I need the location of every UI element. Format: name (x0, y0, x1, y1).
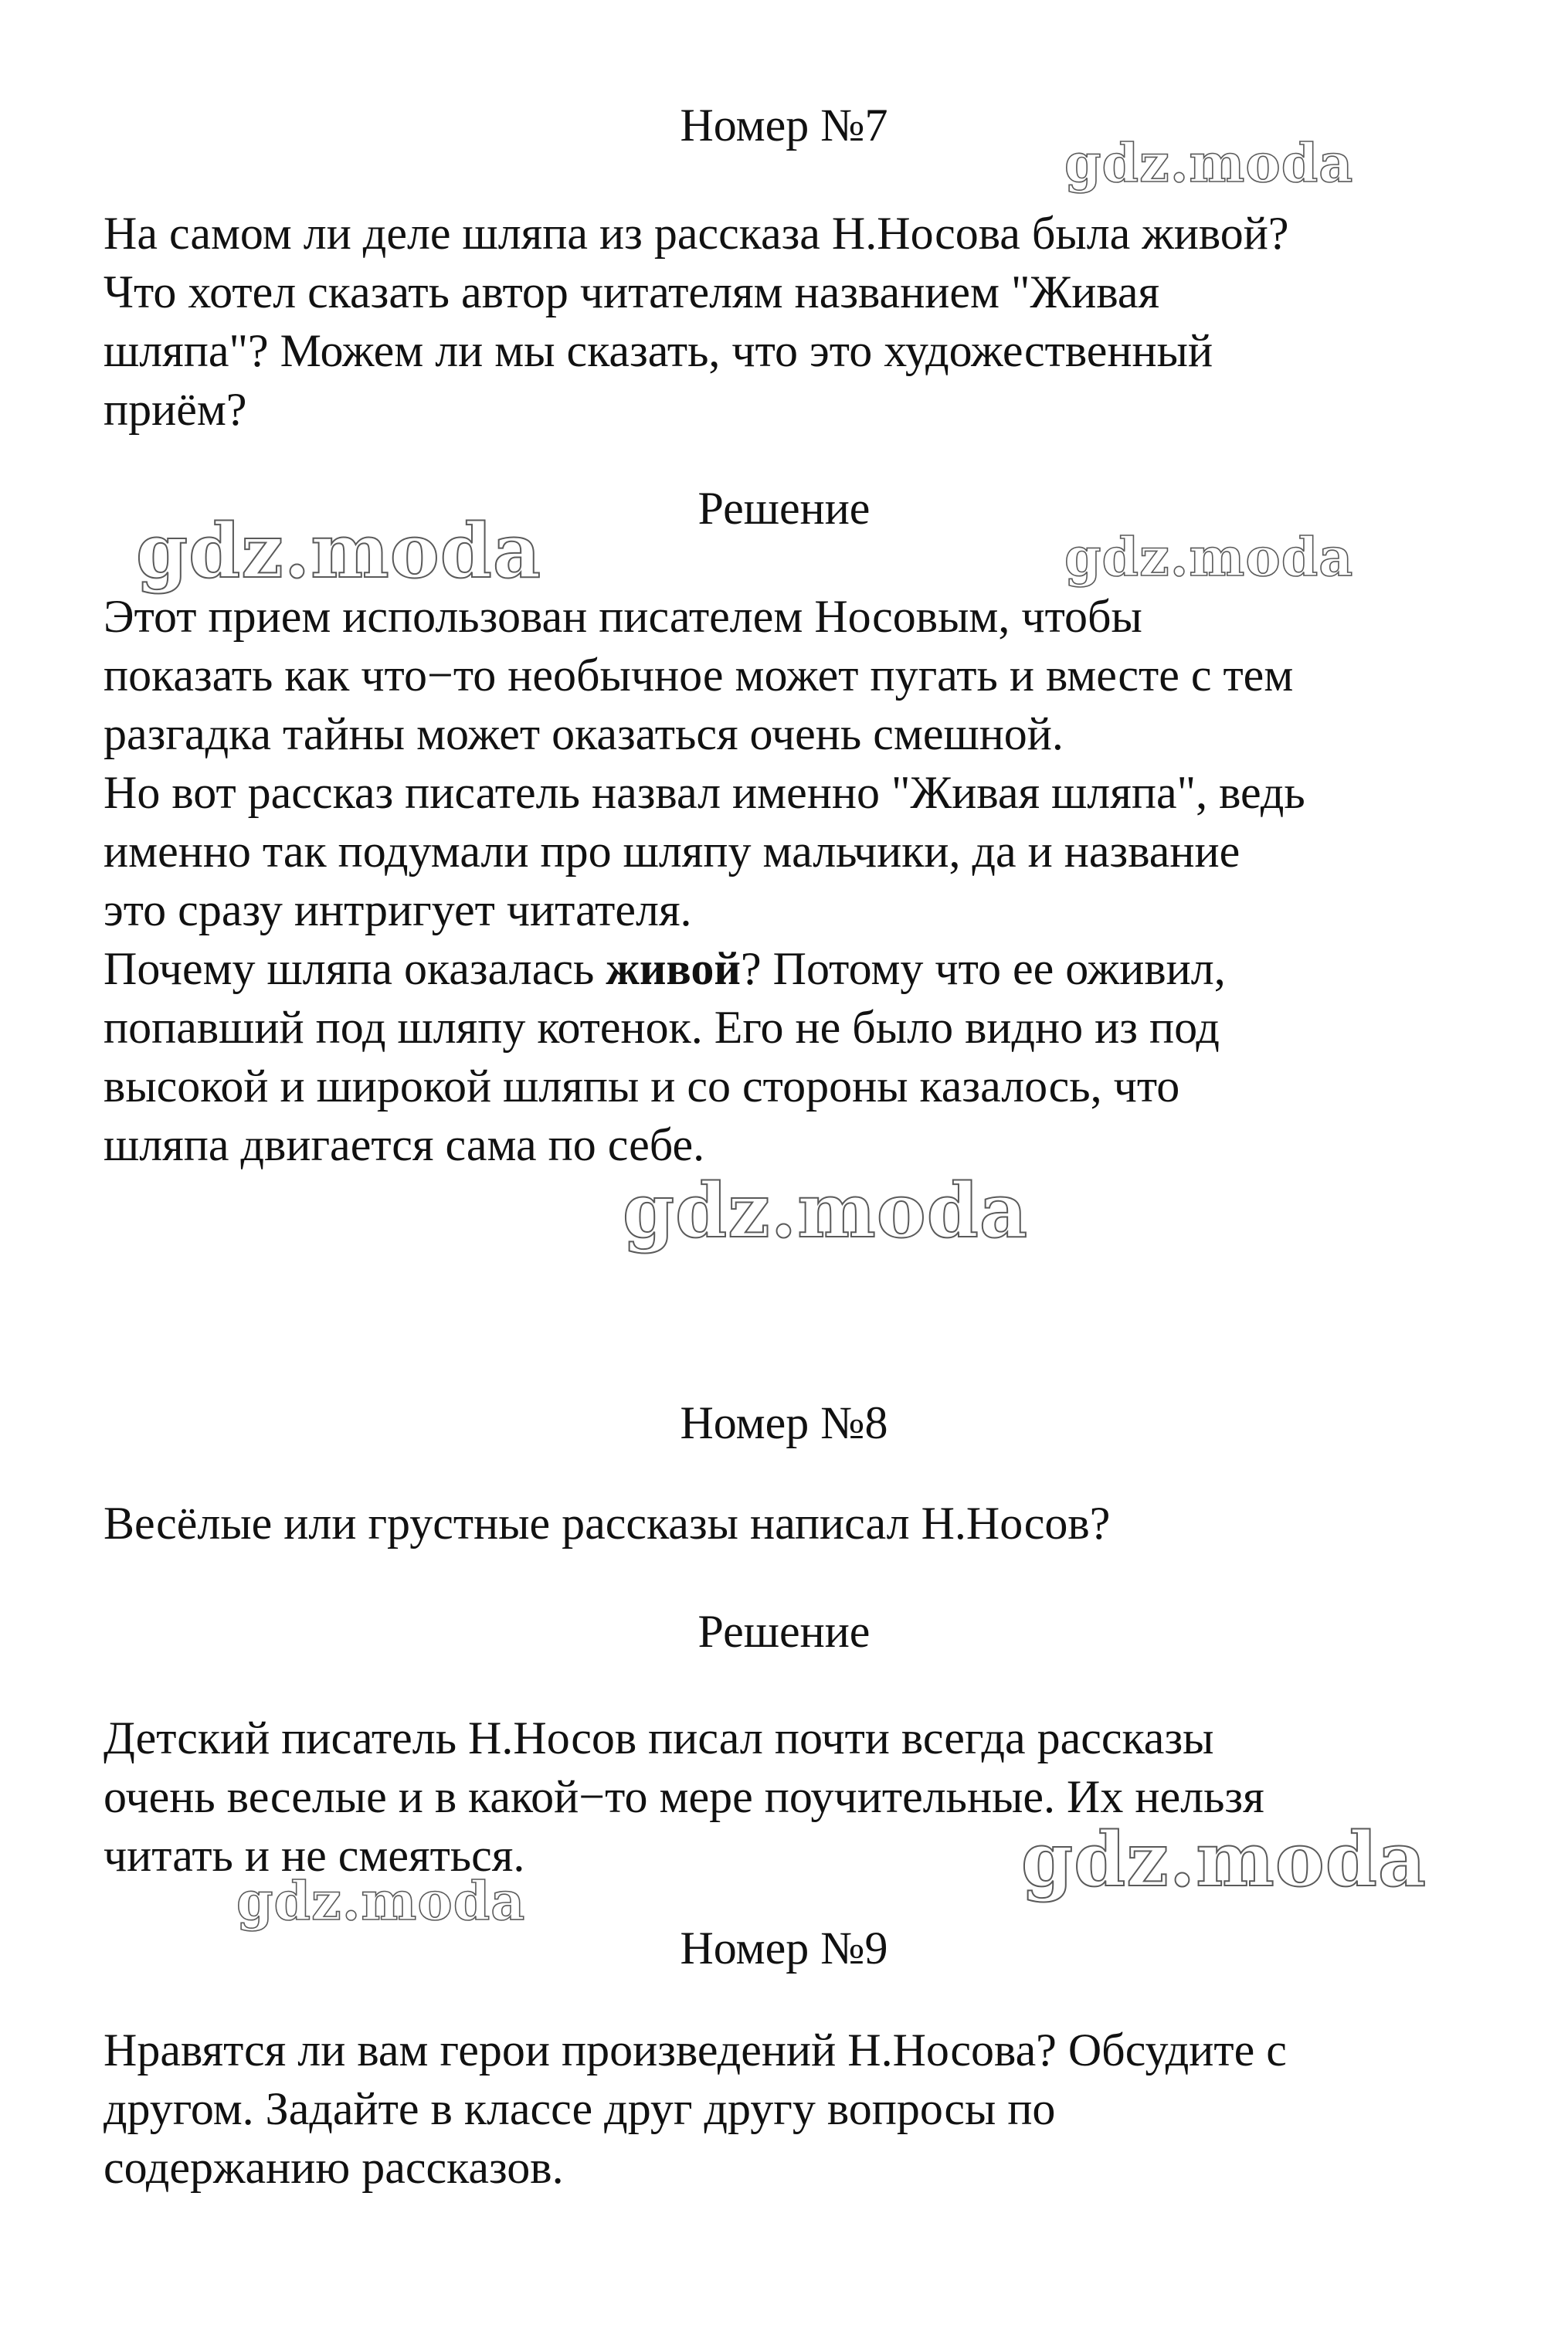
answer-line: шляпа двигается сама по себе. (104, 1119, 705, 1170)
answer-line: показать как что−то необычное может пугать и вместе с тем (104, 650, 1294, 701)
answer-line: высокой и широкой шляпы и со стороны казалось, что (104, 1061, 1180, 1112)
answer-line: читать и не смеяться. (104, 1830, 525, 1881)
section-9-question (104, 2021, 1494, 2197)
section-8-solution-title: Решение (697, 1606, 871, 1657)
section-9-title: Номер №9 (680, 1923, 888, 1974)
answer-bold-word: живой (606, 943, 741, 994)
answer-line: именно так подумали про шляпу мальчики, да и название (104, 826, 1240, 877)
answer-line: Этот прием использован писателем Носовым, чтобы (104, 591, 1142, 642)
answer-line: разгадка тайны может оказаться очень смешной. (104, 708, 1064, 759)
section-8-title: Номер №8 (680, 1397, 888, 1448)
watermark-logo: gdz.moda (1064, 527, 1354, 589)
question-line: На самом ли деле шляпа из рассказа Н.Носова была живой? (104, 208, 1289, 259)
section-7-title: Номер №7 (680, 100, 888, 151)
answer-line: это сразу интригует читателя. (104, 884, 692, 935)
question-line: шляпа"? Можем ли мы сказать, что это художественный (104, 325, 1213, 376)
section-7-solution-title: Решение (697, 483, 871, 534)
answer-line-with-bold (104, 939, 1494, 998)
watermark-logo: gdz.moda (1064, 133, 1354, 195)
question-line: Нравятся ли вам герои произведений Н.Носова? Обсудите с (104, 2025, 1287, 2076)
answer-line: попавший под шляпу котенок. Его не было видно из под (104, 1002, 1220, 1053)
question-line: Что хотел сказать автор читателям названием "Живая (104, 266, 1160, 317)
question-line: содержанию рассказов. (104, 2142, 564, 2193)
answer-text: Почему шляпа оказалась (104, 943, 606, 994)
section-8-question (104, 1494, 1494, 1553)
answer-text: ? Потому что ее оживил, (740, 943, 1226, 994)
question-line: приём? (104, 384, 247, 435)
question-line: Весёлые или грустные рассказы написал Н.Носов? (104, 1498, 1111, 1549)
watermark-logo: gdz.moda (236, 1871, 526, 1933)
watermark-logo: gdz.moda (623, 1167, 1029, 1254)
answer-line: очень веселые и в какой−то мере поучительные. Их нельзя (104, 1771, 1264, 1822)
section-7-answer (104, 587, 1494, 1174)
answer-line: Но вот рассказ писатель назвал именно "Живая шляпа", ведь (104, 767, 1305, 818)
section-7-question (104, 204, 1494, 439)
answer-line: Детский писатель Н.Носов писал почти всегда рассказы (104, 1712, 1214, 1763)
watermark-logo: gdz.moda (136, 507, 542, 595)
question-line: другом. Задайте в классе друг другу вопросы по (104, 2083, 1056, 2134)
watermark-logo: gdz.moda (1021, 1816, 1427, 1903)
